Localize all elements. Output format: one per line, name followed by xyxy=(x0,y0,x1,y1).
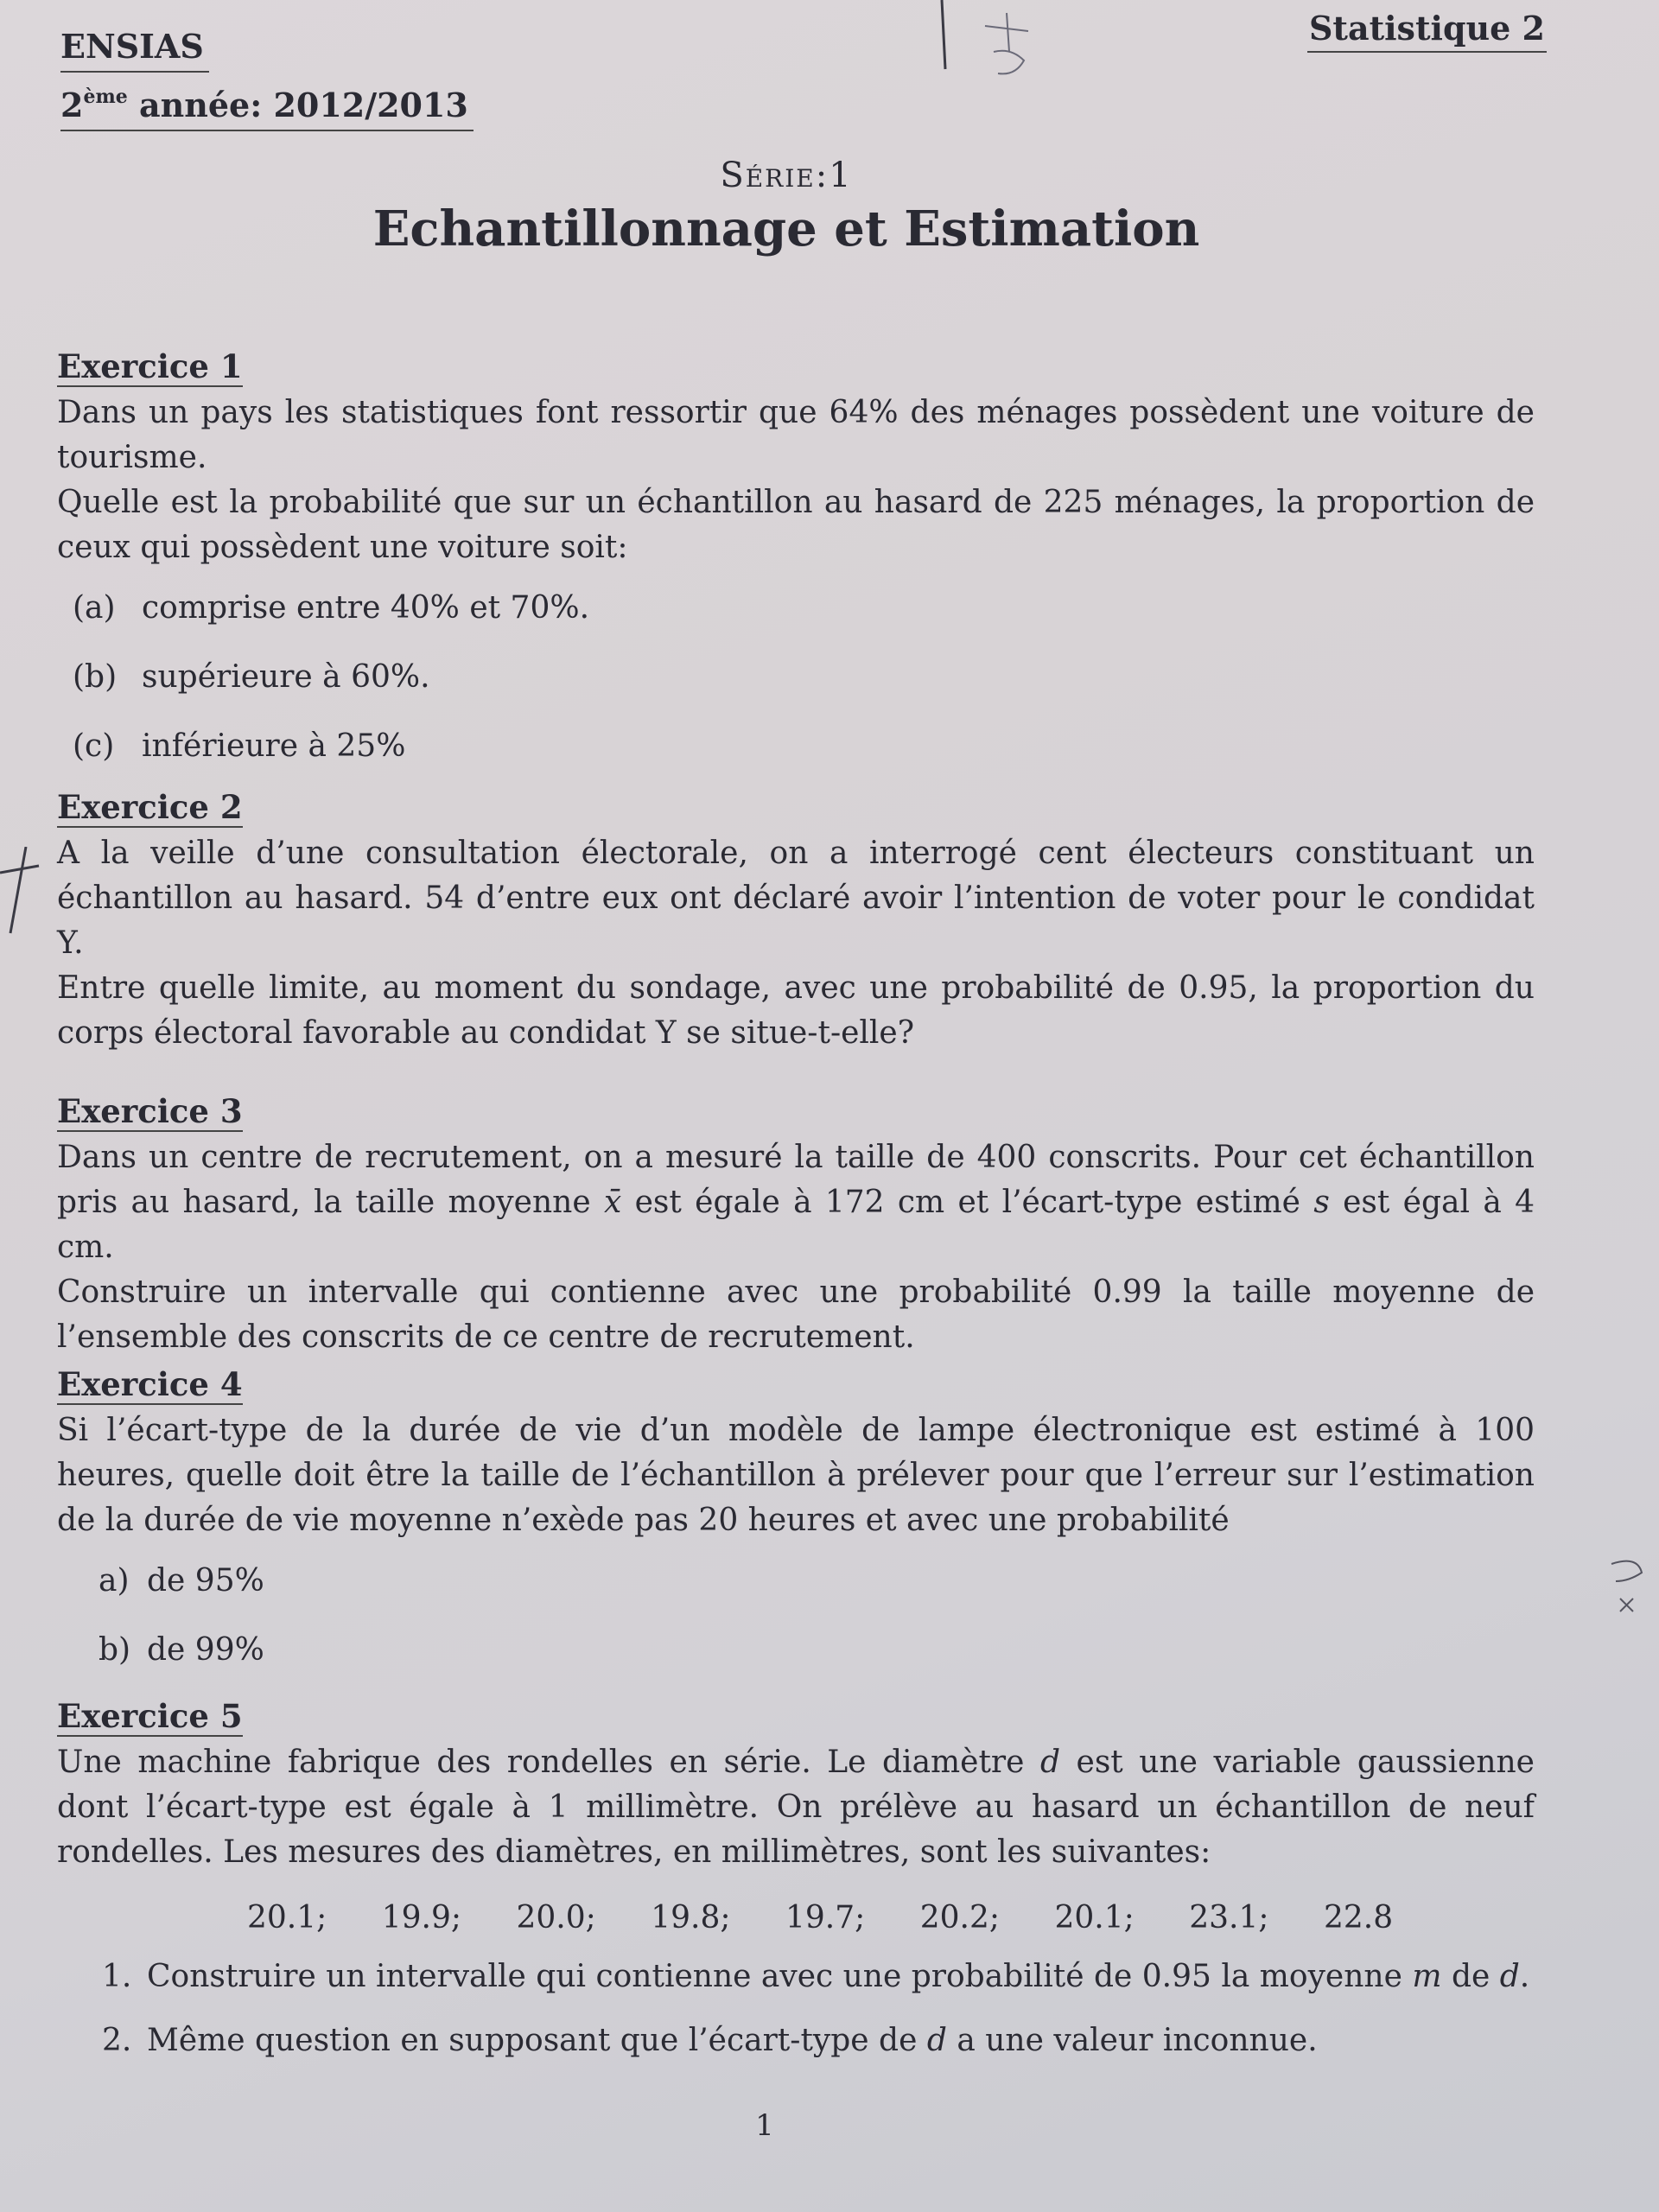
course-name: Statistique 2 xyxy=(1307,9,1547,53)
exercise-text: Si l’écart-type de la durée de vie d’un modèle de lampe électronique est estimé à 100 heures, quelle doit être la taille de l’échantillon à prélever pour que l’erreur sur l’estimation de la durée de vie moyenne n’exède pas 20 heures et avec une probabilité xyxy=(57,1413,1535,1538)
list-item: a) de 95% xyxy=(99,1563,264,1599)
exercise-items xyxy=(73,586,1535,769)
list-item: (b) supérieure à 60%. xyxy=(73,659,430,695)
exercise-text: Dans un pays les statistiques font ressortir que 64% des ménages possèdent une voiture de tourisme. xyxy=(57,395,1535,475)
handwritten-mark-icon xyxy=(1603,1547,1655,1624)
exercise-text: Entre quelle limite, au moment du sondage, avec une probabilité de 0.95, la proportion du corps électoral favorable au condidat Y se situe-t-elle? xyxy=(57,970,1535,1051)
question-list xyxy=(102,1955,1535,2063)
exercise-title: Exercice 4 xyxy=(57,1365,243,1403)
exercise-text: Construire un intervalle qui contienne avec une probabilité 0.99 la taille moyenne de l’ensemble des conscrits de ce centre de recrutement. xyxy=(57,1274,1535,1355)
measurements-list xyxy=(247,1896,1535,1941)
list-item: (a) comprise entre 40% et 70%. xyxy=(73,590,590,626)
exercise-title: Exercice 2 xyxy=(57,788,243,826)
exercise-4 xyxy=(57,1363,1535,1673)
exercise-3 xyxy=(57,1090,1535,1360)
page-number: 1 xyxy=(755,2108,774,2143)
measurement-value: 20.1; xyxy=(247,1900,327,1936)
header-institution xyxy=(60,22,474,131)
exercise-items xyxy=(99,1559,1535,1673)
list-item: (c) inférieure à 25% xyxy=(73,728,406,764)
measurement-value: 22.8 xyxy=(1324,1900,1394,1936)
school-name: ENSIAS xyxy=(60,22,209,73)
measurement-value: 23.1; xyxy=(1189,1900,1269,1936)
exercise-title: Exercice 3 xyxy=(57,1092,243,1130)
exercise-text: Une machine fabrique des rondelles en série. Le diamètre d est une variable gaussienne dont l’écart-type est égale à 1 millimètre. On prélève au hasard un échantillon de neuf rondelles. Les mesures des diamètres, en millimètres, sont les suivantes: xyxy=(57,1745,1535,1870)
serie-label: Série:1 xyxy=(720,156,853,195)
list-item: 2. Même question en supposant que l’écart-type de d a une valeur inconnue. xyxy=(102,2023,1318,2058)
measurement-value: 20.1; xyxy=(1054,1900,1135,1936)
list-item: b) de 99% xyxy=(99,1632,264,1668)
exercise-5 xyxy=(57,1695,1535,2063)
exercise-text: Dans un centre de recrutement, on a mesuré la taille de 400 conscrits. Pour cet échantillon pris au hasard, la taille moyenne x̄ est égale à 172 cm et l’écart-type estimé s est égal à 4 cm. xyxy=(57,1140,1535,1265)
xbar-symbol: x̄ xyxy=(603,1185,622,1220)
exercise-title: Exercice 5 xyxy=(57,1697,243,1735)
exercise-text: Quelle est la probabilité que sur un échantillon au hasard de 225 ménages, la proportion de ceux qui possèdent une voiture soit: xyxy=(57,485,1535,565)
title-block xyxy=(0,156,1573,257)
exercises xyxy=(57,346,1535,2086)
measurement-value: 19.8; xyxy=(651,1900,731,1936)
measurement-value: 19.7; xyxy=(785,1900,866,1936)
exercise-title: Exercice 1 xyxy=(57,347,243,385)
exercise-2 xyxy=(57,786,1535,1056)
s-symbol: s xyxy=(1313,1185,1330,1220)
list-item: 1. Construire un intervalle qui contienne avec une probabilité de 0.95 la moyenne m de d. xyxy=(102,1959,1530,1994)
handwritten-mark-icon xyxy=(0,847,43,942)
measurement-value: 20.2; xyxy=(919,1900,1001,1936)
measurement-value: 19.9; xyxy=(381,1900,462,1936)
exercise-1 xyxy=(57,346,1535,769)
exercise-text: A la veille d’une consultation électorale, on a interrogé cent électeurs constituant un échantillon au hasard. 54 d’entre eux ont déclaré avoir l’intention de voter pour le condidat Y. xyxy=(57,836,1535,961)
measurement-value: 20.0; xyxy=(516,1900,596,1936)
academic-year: 2ème année: 2012/2013 xyxy=(60,73,474,131)
handwritten-mark-icon xyxy=(933,0,1054,95)
page-title: Echantillonnage et Estimation xyxy=(372,200,1200,257)
